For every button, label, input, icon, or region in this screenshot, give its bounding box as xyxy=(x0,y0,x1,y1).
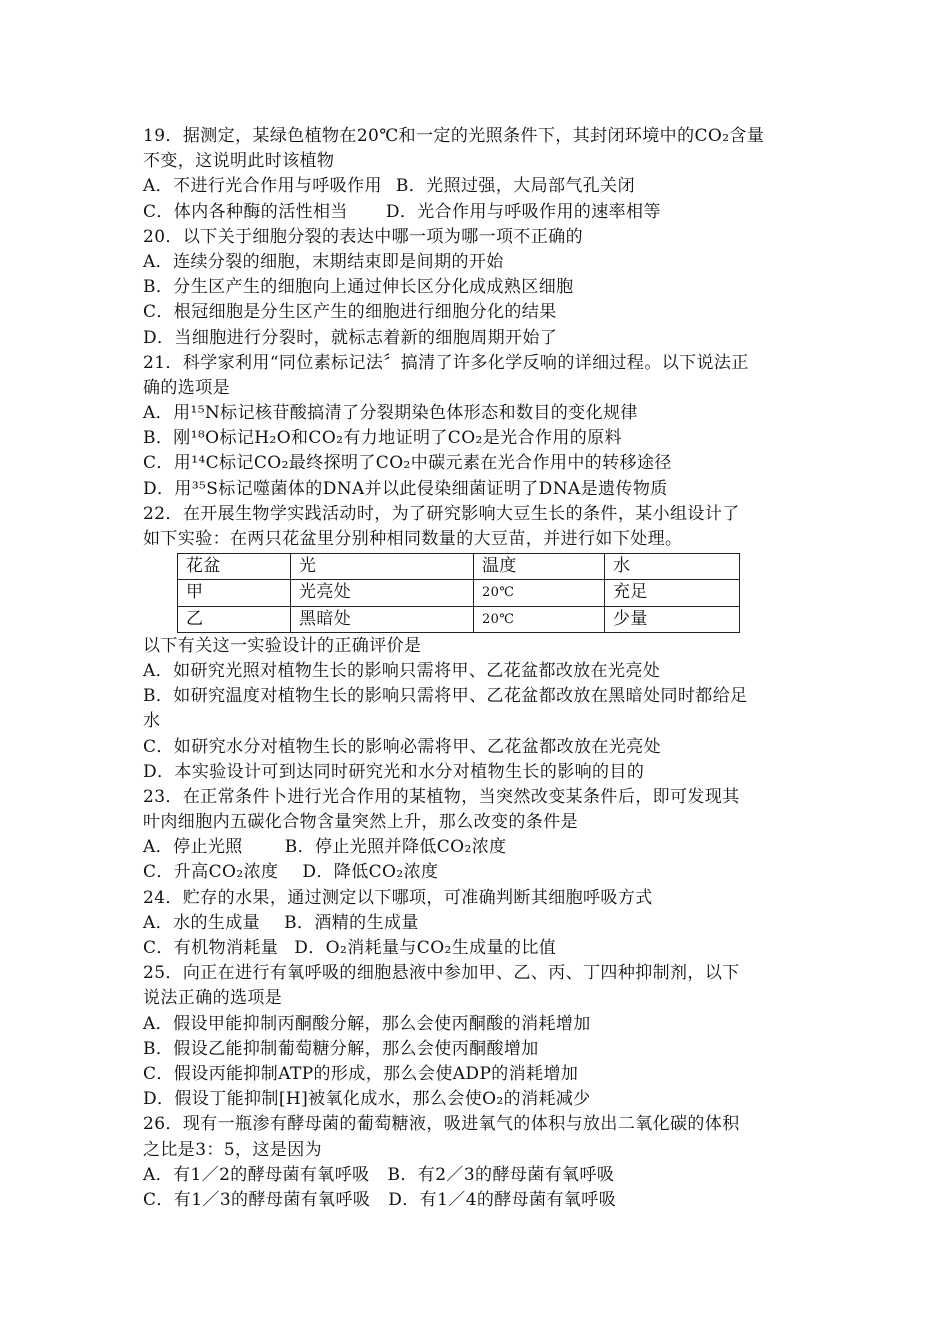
table-header: 温度 xyxy=(474,554,605,580)
option-b: B．假设乙能抑制葡萄糖分解，那么会使丙酮酸增加 xyxy=(143,1038,539,1059)
question-stem-line: 25．向正在进行有氧呼吸的细胞悬液中参加甲、乙、丙、丁四种抑制剂，以下 xyxy=(143,963,740,984)
question-stem-line: 之比是3：5，这是因为 xyxy=(143,1139,323,1160)
option-a: A．不进行光合作用与呼吸作用 xyxy=(143,176,382,197)
table-cell: 光亮处 xyxy=(291,580,474,606)
option-b: B．停止光照并降低CO₂浓度 xyxy=(284,837,507,858)
option-b: B．有2／3的酵母菌有氧呼吸 xyxy=(387,1164,615,1185)
experiment-table xyxy=(177,553,740,633)
table-header: 光 xyxy=(291,554,474,580)
table-cell: 充足 xyxy=(605,580,740,606)
question-stem-line: 26．现有一瓶渗有酵母菌的葡萄糖液，吸进氧气的体积与放出二氧化碳的体积 xyxy=(143,1114,740,1135)
option-a: A．连续分裂的细胞，末期结束即是间期的开始 xyxy=(143,251,504,272)
option-a: A．如研究光照对植物生长的影响只需将甲、乙花盆都改放在光亮处 xyxy=(143,660,661,681)
question-prompt: 以下有关这一实验设计的正确评价是 xyxy=(143,635,422,656)
question-stem-line: 24．贮存的水果，通过测定以下哪项，可准确判断其细胞呼吸方式 xyxy=(143,887,653,908)
option-d: D．假设丁能抑制[H]被氧化成水，那么会使O₂的消耗减少 xyxy=(143,1089,591,1110)
table-header-row xyxy=(178,554,740,580)
question-stem-line: 确的选项是 xyxy=(143,377,230,398)
table-row xyxy=(178,606,740,632)
question-26 xyxy=(143,1112,813,1213)
table-row xyxy=(178,580,740,606)
option-d: D．当细胞进行分裂时，就标志着新的细胞周期开始了 xyxy=(143,327,558,348)
option-a: A．停止光照 xyxy=(143,837,243,858)
option-a: A．假设甲能抑制丙酮酸分解，那么会使丙酮酸的消耗增加 xyxy=(143,1013,591,1034)
question-list xyxy=(143,124,813,1213)
question-22 xyxy=(143,502,813,785)
table-cell: 20℃ xyxy=(474,580,605,606)
question-21 xyxy=(143,351,813,502)
option-a: A．用¹⁵N标记核苷酸搞清了分裂期染色体形态和数目的变化规律 xyxy=(143,403,638,424)
option-b-continued: 水 xyxy=(143,711,161,732)
option-d: D．用³⁵S标记噬菌体的DNA并以此侵染细菌证明了DNA是遗传物质 xyxy=(143,478,668,499)
question-stem-line: 21．科学家利用“同位素标记法〞搞清了许多化学反响的详细过程。以下说法正 xyxy=(143,352,749,373)
option-a: A．有1／2的酵母菌有氧呼吸 xyxy=(143,1164,370,1185)
question-stem-line: 如下实验：在两只花盆里分别种相同数量的大豆苗，并进行如下处理。 xyxy=(143,529,683,549)
option-a: A．水的生成量 xyxy=(143,912,261,933)
table-header: 水 xyxy=(605,554,740,580)
table-cell: 黑暗处 xyxy=(291,606,474,632)
question-stem-line: 说法正确的选项是 xyxy=(143,988,283,1009)
table-cell: 甲 xyxy=(178,580,291,606)
question-stem-line: 20．以下关于细胞分裂的表达中哪一项为哪一项不正确的 xyxy=(143,226,584,247)
option-b: B．酒精的生成量 xyxy=(284,912,419,933)
option-d: D．本实验设计可到达同时研究光和水分对植物生长的影响的目的 xyxy=(143,761,645,782)
option-c: C．用¹⁴C标记CO₂最终探明了CO₂中碳元素在光合作用中的转移途径 xyxy=(143,453,672,474)
option-b: B．如研究温度对植物生长的影响只需将甲、乙花盆都改放在黑暗处同时都给足 xyxy=(143,686,748,707)
question-24 xyxy=(143,886,813,962)
option-c: C．体内各种酶的活性相当 xyxy=(143,201,348,222)
option-c: C．升高CO₂浓度 xyxy=(143,862,279,883)
option-d: D．有1／4的酵母菌有氧呼吸 xyxy=(388,1189,617,1210)
option-d: D．降低CO₂浓度 xyxy=(302,862,439,883)
question-stem-line: 19．据测定，某绿色植物在20℃和一定的光照条件下，其封闭环境中的CO₂含量 xyxy=(143,126,765,146)
option-b: B．光照过强，大局部气孔关闭 xyxy=(395,176,635,197)
question-19 xyxy=(143,124,813,225)
option-b: B．分生区产生的细胞向上通过伸长区分化成成熟区细胞 xyxy=(143,277,574,298)
option-c: C．如研究水分对植物生长的影响必需将甲、乙花盆都改放在光亮处 xyxy=(143,736,662,757)
question-stem-line: 22．在开展生物学实践活动时，为了研究影响大豆生长的条件，某小组设计了 xyxy=(143,503,740,524)
question-25 xyxy=(143,961,813,1112)
question-stem-line: 不变，这说明此时该植物 xyxy=(143,151,335,172)
option-c: C．假设丙能抑制ATP的形成，那么会使ADP的消耗增加 xyxy=(143,1063,579,1084)
table-cell: 乙 xyxy=(178,606,291,632)
table-cell: 20℃ xyxy=(474,606,605,632)
question-stem-line: 23．在正常条件卜进行光合作用的某植物，当突然改变某条件后，即可发现其 xyxy=(143,786,740,807)
option-c: C．根冠细胞是分生区产生的细胞进行细胞分化的结果 xyxy=(143,302,557,323)
question-23 xyxy=(143,785,813,886)
option-b: B．刚¹⁸O标记H₂O和CO₂有力地证明了CO₂是光合作用的原料 xyxy=(143,428,622,449)
question-20 xyxy=(143,225,813,351)
table-cell: 少量 xyxy=(605,606,740,632)
option-c: C．有1／3的酵母菌有氧呼吸 xyxy=(143,1189,371,1210)
option-d: D．光合作用与呼吸作用的速率相等 xyxy=(385,201,661,222)
table-header: 花盆 xyxy=(178,554,291,580)
option-d: D．O₂消耗量与CO₂生成量的比值 xyxy=(294,938,557,959)
option-c: C．有机物消耗量 xyxy=(143,938,279,959)
question-stem-line: 叶肉细胞内五碳化合物含量突然上升，那么改变的条件是 xyxy=(143,812,578,833)
